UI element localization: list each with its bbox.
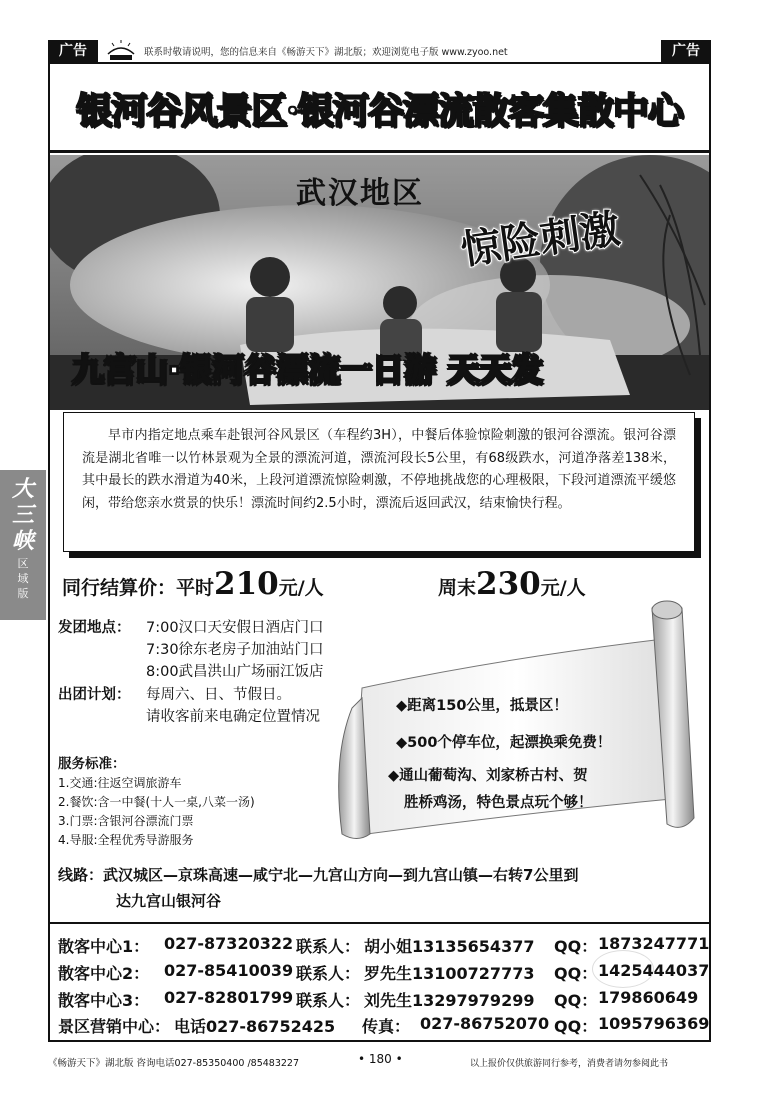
schedule-line: 请收客前来电确定位置情况 (146, 709, 320, 725)
qq-label: QQ： (554, 937, 598, 956)
weekday-price-label: 同行结算价：平时 (62, 577, 215, 599)
schedule-label: 出团计划： (58, 687, 131, 703)
departure-item: 7:30徐东老房子加油站门口 (146, 642, 324, 658)
thrill-slogan: 惊险刺激 (458, 206, 623, 274)
tour-description: 早市内指定地点乘车赴银河谷风景区（车程约3H），中餐后体验惊险刺激的银河谷漂流。银河谷漂流是湖北省唯一以竹林景观为全景的漂流河道，漂流河段长5公里，有68级跌水，河道净落差138米，其中最长的跌水滑道为40米，上段河道漂流惊险刺激，不停地挑战您的心理极限，下段河道漂流平缓悠闲，带给您亲水赏景的快乐！漂流时间约2.5小时，漂流后返回武汉，结束愉快行程。 (63, 412, 695, 552)
headline-text: 银河谷风景区·银河谷漂流散客集散中心 (76, 89, 683, 132)
footer-disclaimer: 以上报价仅供旅游同行参考，消费者请勿参阅此书 (470, 1059, 669, 1069)
contact-person: 刘先生13297979299 (364, 991, 535, 1010)
weekend-price (438, 566, 586, 602)
departure-label: 发团地点： (58, 620, 131, 636)
top-strip (48, 40, 711, 62)
route-line: 武汉城区—京珠高速—咸宁北—九宫山方向—到九宫山镇—右转7公里到 (103, 866, 579, 884)
contact-center-name: 散客中心2： (58, 964, 150, 983)
contact-person-label: 传真： (362, 1017, 411, 1036)
tour-title: 九宫山·银河谷漂流一日游 天天发 (72, 351, 544, 389)
contacts-divider (50, 922, 709, 924)
qq-label: QQ： (554, 1017, 598, 1036)
weekday-price-unit: 元/人 (278, 577, 324, 599)
qq-number: 179860649 (598, 988, 699, 1007)
contact-center-name: 散客中心1： (58, 937, 150, 956)
service-item: 4.导服:全程优秀导游服务 (58, 833, 194, 847)
contact-phone: 电话027-86752425 (174, 1017, 336, 1036)
contact-person: 027-86752070 (420, 1014, 550, 1033)
highlight-bullet: ◆距离150公里，抵景区！ (396, 698, 568, 714)
qq-number: 1425444037 (598, 961, 710, 980)
service-item: 1.交通:往返空调旅游车 (58, 776, 182, 790)
side-tab-title: 大三峡 (11, 476, 34, 554)
publication-logo-icon (104, 40, 138, 62)
schedule-line: 每周六、日、节假日。 (146, 687, 291, 703)
departure-item: 7:00汉口天安假日酒店门口 (146, 620, 324, 636)
contact-person-label: 联系人： (296, 964, 361, 983)
contact-person-label: 联系人： (296, 991, 361, 1010)
service-title: 服务标准： (58, 756, 126, 772)
side-tab-subtitle: 区域版 (17, 557, 29, 600)
qq-label: QQ： (554, 964, 598, 983)
headline (50, 66, 709, 150)
ad-tag-left: 广告 (48, 40, 98, 62)
region-label: 武汉地区 (296, 176, 424, 211)
route (58, 862, 708, 914)
weekend-price-label: 周末 (438, 577, 477, 599)
headline-divider (50, 150, 709, 153)
service-item: 2.餐饮:含一中餐(十人一桌,八菜一汤) (58, 795, 255, 809)
weekend-price-unit: 元/人 (540, 577, 586, 599)
departure-item: 8:00武昌洪山广场丽江饭店 (146, 664, 324, 680)
highlight-bullet: ◆通山葡萄沟、刘家桥古村、贺 (388, 768, 588, 784)
highlight-bullet: 胜桥鸡汤，特色景点玩个够！ (404, 795, 593, 811)
qq-number: 1873247771 (598, 934, 710, 953)
qq-number: 1095796369 (598, 1014, 710, 1033)
service-item: 3.门票:含银河谷漂流门票 (58, 814, 194, 828)
route-line: 达九宫山银河谷 (116, 892, 222, 910)
footer-publication-info: 《畅游天下》湖北版 咨询电话027-85350400 /85483227 (48, 1058, 300, 1069)
contact-person: 胡小姐13135654377 (364, 937, 535, 956)
contact-phone: 027-85410039 (164, 961, 294, 980)
contact-phone: 027-82801799 (164, 988, 294, 1007)
contact-phone: 027-87320322 (164, 934, 294, 953)
weekday-price (62, 566, 324, 602)
route-label: 线路： (58, 866, 104, 884)
contact-person-label: 联系人： (296, 937, 361, 956)
page-number: • 180 • (358, 1052, 403, 1066)
contact-notice: 联系时敬请说明，您的信息来自《畅游天下》湖北版；欢迎浏览电子版 www.zyoo.net (144, 47, 508, 58)
contact-center-name: 景区营销中心： (58, 1017, 171, 1036)
contact-center-name: 散客中心3： (58, 991, 150, 1010)
ad-tag-right: 广告 (661, 40, 711, 62)
qq-label: QQ： (554, 991, 598, 1010)
highlight-bullet: ◆500个停车位，起漂换乘免费！ (396, 735, 612, 751)
region-side-tab (0, 470, 46, 620)
contact-person: 罗先生13100727773 (364, 964, 535, 983)
weekday-price-value: 210 (214, 566, 279, 602)
weekend-price-value: 230 (476, 566, 541, 602)
rafting-photo (50, 155, 709, 410)
